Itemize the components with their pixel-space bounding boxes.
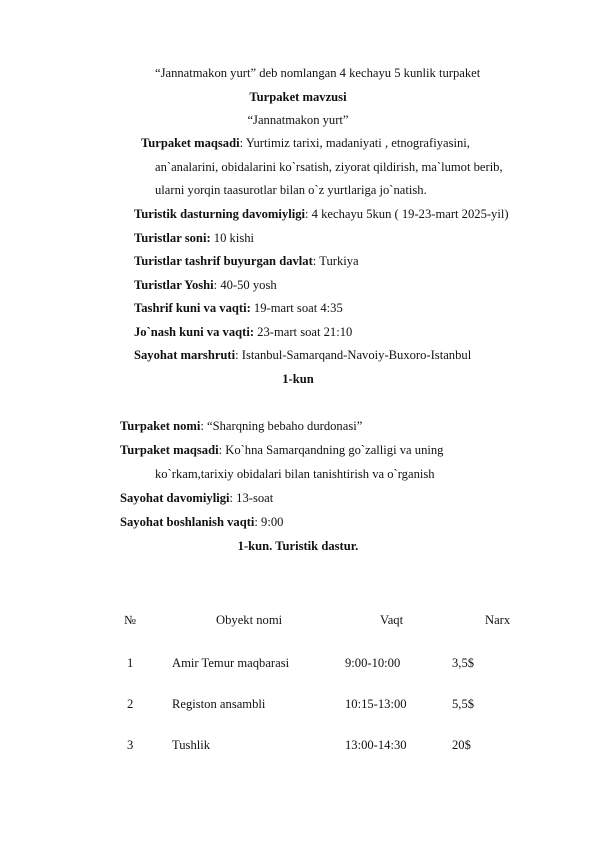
goal-line-1: Turpaket maqsadi: Yurtimiz tarixi, madaniyati , etnografiyasini, (141, 136, 470, 150)
detail-country: Turistlar tashrif buyurgan davlat: Turkiya (134, 254, 359, 268)
row-price: 5,5$ (452, 697, 475, 711)
intro-line: “Jannatmakon yurt” deb nomlangan 4 kechayu 5 kunlik turpaket (155, 66, 481, 80)
day1-name: Turpaket nomi: “Sharqning bebaho durdonasi” (120, 419, 363, 433)
row-number: 1 (127, 656, 134, 670)
row-number: 2 (127, 697, 134, 711)
day-heading: 1-kun (282, 372, 314, 386)
detail-age: Turistlar Yoshi: 40-50 yosh (134, 278, 277, 292)
day1-start: Sayohat boshlanish vaqti: 9:00 (120, 515, 284, 529)
goal-label: Turpaket maqsadi (141, 136, 240, 150)
row-time: 10:15-13:00 (345, 697, 407, 711)
goal-line-3: ularni yorqin taasurotlar bilan o`z yurtlariga jo`natish. (155, 183, 427, 197)
detail-duration: Turistik dasturning davomiyligi: 4 kechayu 5kun ( 19-23-mart 2025-yil) (134, 207, 509, 221)
topic-name: “Jannatmakon yurt” (247, 113, 349, 127)
detail-count: Turistlar soni: 10 kishi (134, 231, 255, 245)
day1-goal: Turpaket maqsadi: Ko`hna Samarqandning go`zalligi va uning (120, 443, 444, 457)
header-number: № (124, 613, 137, 627)
detail-arrival: Tashrif kuni va vaqti: 19-mart soat 4:35 (134, 301, 343, 315)
row-price: 3,5$ (452, 656, 475, 670)
day1-duration: Sayohat davomiyligi: 13-soat (120, 491, 274, 505)
detail-route: Sayohat marshruti: Istanbul-Samarqand-Navoiy-Buxoro-Istanbul (134, 348, 472, 362)
row-object: Tushlik (172, 738, 211, 752)
row-time: 9:00-10:00 (345, 656, 401, 670)
header-time: Vaqt (380, 613, 404, 627)
program-heading: 1-kun. Turistik dastur. (237, 539, 359, 553)
header-object: Obyekt nomi (216, 613, 283, 627)
goal-line-2: an`analarini, obidalarini ko`rsatish, ziyorat qildirish, ma`lumot berib, (155, 160, 503, 174)
row-number: 3 (127, 738, 134, 752)
day1-goal-cont: ko`rkam,tarixiy obidalari bilan tanishtirish va o`rganish (155, 467, 435, 481)
row-price: 20$ (452, 738, 471, 752)
row-object: Registon ansambli (172, 697, 266, 711)
detail-departure: Jo`nash kuni va vaqti: 23-mart soat 21:10 (134, 325, 353, 339)
row-object: Amir Temur maqbarasi (172, 656, 290, 670)
topic-heading: Turpaket mavzusi (249, 90, 347, 104)
row-time: 13:00-14:30 (345, 738, 407, 752)
header-price: Narx (485, 613, 511, 627)
